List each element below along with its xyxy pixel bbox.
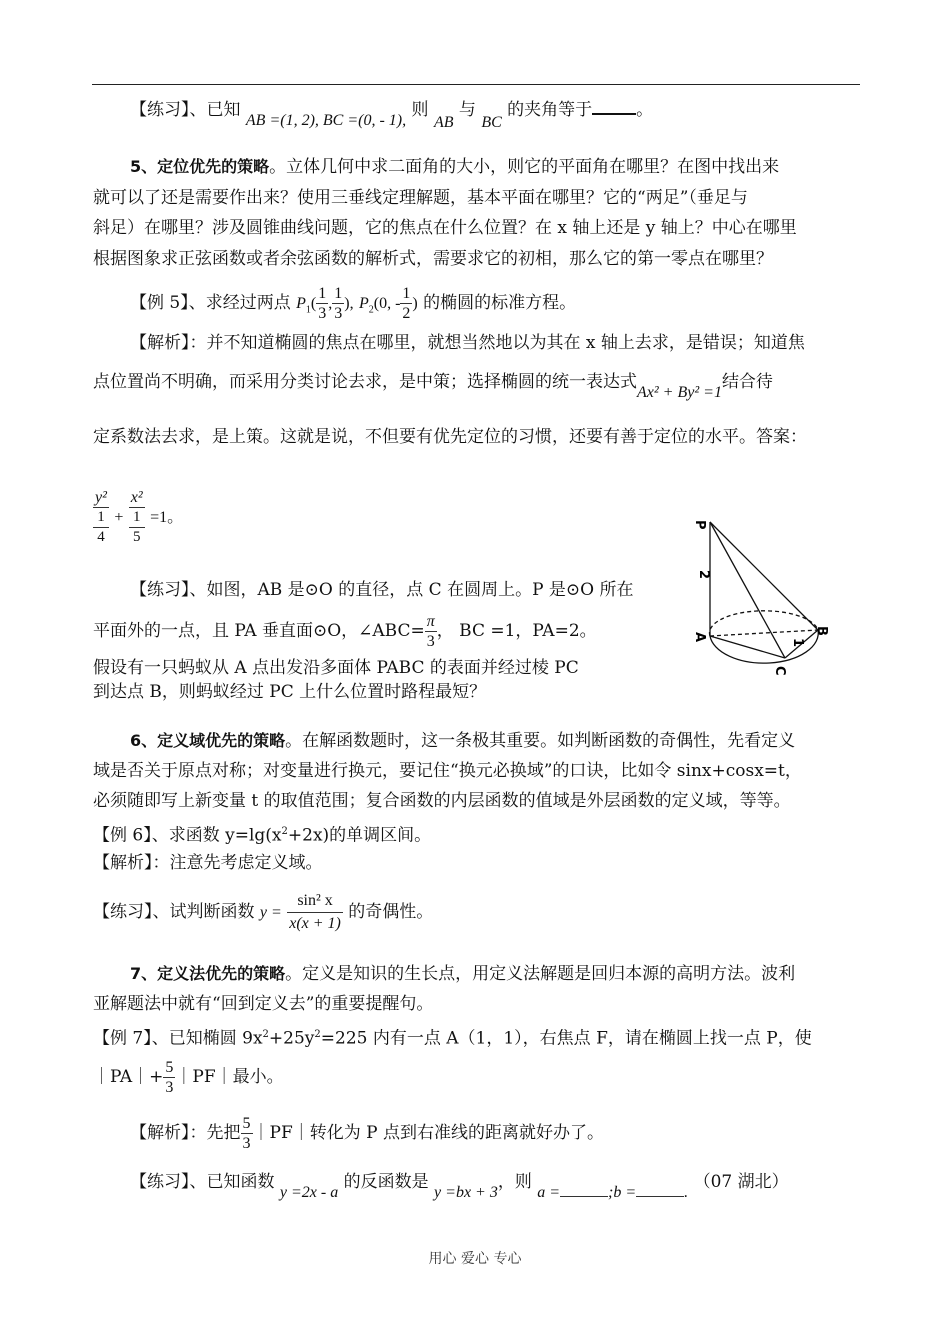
header-rule — [92, 84, 860, 85]
section-7-line-1: 7、定义法优先的策略。定义是知识的生长点，用定义法解题是回归本源的高明方法。波利 — [130, 964, 796, 984]
section-5-line-2: 就可以了还是需要作出来？使用三垂线定理解题，基本平面在哪里？它的“两足”（垂足与 — [93, 188, 748, 208]
section-6-line-3: 必须随即写上新变量 t 的取值范围；复合函数的内层函数的值域是外层函数的定义域，等等。 — [93, 791, 791, 811]
pyramid-figure — [690, 508, 840, 686]
section-7-title: 7、定义法优先的策略 — [130, 964, 286, 983]
practice-7: 【练习】、已知函数 y =2x - a 的反函数是 y =bx + 3，则 a = ;b = . （07 湖北） — [130, 1172, 789, 1201]
example-7-condition: ｜PA｜+ $\frac{5}{3}$ ｜PF｜最小。 — [93, 1059, 284, 1096]
answer-blank — [592, 99, 636, 115]
analysis-7: 【解析】：先把 $\frac{5}{3}$ ｜PF｜转化为 P 点到右准线的距离就好办了。 — [130, 1115, 604, 1152]
section-6-line-1: 6、定义域优先的策略。在解函数题时，这一条极其重要。如判断函数的奇偶性，先看定义 — [130, 731, 796, 751]
label-p: P — [692, 520, 707, 530]
label-length-1: 1 — [790, 638, 805, 648]
blank-b — [636, 1182, 684, 1197]
edge-ac — [710, 636, 785, 658]
section-5-title: 5、定位优先的策略 — [130, 157, 270, 176]
section-6-title: 6、定义域优先的策略 — [130, 731, 286, 750]
analysis-5-line-3: 定系数法去求，是上策。这就是说，不但要有优先定位的习惯，还要有善于定位的水平。答案： — [93, 427, 807, 447]
section-5-line-4: 根据图象求正弦函数或者余弦函数的解析式，需要求它的初相，那么它的第一零点在哪里？ — [93, 249, 773, 269]
example-7: 【例 7】、已知椭圆 $9x^2+25y^2=225$ 内有一点 A（1，1），右焦点 F，请在椭圆上找一点 P，使 — [93, 1028, 812, 1049]
diameter-ab — [710, 630, 818, 636]
section-7-line-2: 亚解题法中就有“回到定义去”的重要提醒句。 — [93, 994, 434, 1014]
practice-6: 【练习】、试判断函数 y = $\frac{\text{sin² x}}{x(x + 1)}$ 的奇偶性。 — [93, 892, 434, 932]
practice-5-line-2: 平面外的一点，且 PA 垂直面⊙O，∠ABC= $\frac{\pi}{3}$ ， BC =1，PA=2。 — [93, 613, 597, 650]
section-5-line-3: 斜足）在哪里？涉及圆锥曲线问题，它的焦点在什么位置？在 x 轴上还是 y 轴上？中心在哪里 — [93, 218, 797, 238]
practice-5-line-4: 到达点 B，则蚂蚁经过 PC 上什么位置时路程最短？ — [93, 682, 487, 702]
blank-a — [560, 1182, 608, 1197]
label-length-2: 2 — [696, 570, 711, 580]
practice-5-line-3: 假设有一只蚂蚁从 A 点出发沿多面体 PABC 的表面并经过棱 PC — [93, 658, 579, 678]
practice-vectors: 【练习】、已知 AB =(1, 2), BC =(0, - 1), 则 AB 与 BC 的夹角等于 。 — [130, 100, 654, 131]
analysis-6: 【解析】：注意先考虑定义域。 — [93, 853, 323, 873]
section-6-line-2: 域是否关于原点对称；对变量进行换元，要记住“换元必换域”的口诀，比如令 sinx+cosx=t， — [93, 761, 802, 781]
analysis-5-line-1: 【解析】：并不知道椭圆的焦点在哪里，就想当然地以为其在 x 轴上去求，是错误；知道焦 — [130, 333, 805, 353]
practice-5-line-1: 【练习】、如图，AB 是⊙O 的直径，点 C 在圆周上。P 是⊙O 所在 — [130, 580, 634, 600]
page-footer: 用心 爱心 专心 — [428, 1251, 522, 1267]
label-c: C — [772, 666, 787, 676]
section-5-line-1: 5、定位优先的策略。立体几何中求二面角的大小，则它的平面角在哪里？在图中找出来 — [130, 157, 780, 177]
label-a: A — [692, 632, 707, 643]
example-6: 【例 6】、求函数 $y=\lg(x^2+2x)$的单调区间。 — [93, 825, 432, 846]
answer-5: y² 1 4 + x² 1 5 =1。 — [95, 489, 184, 545]
edge-pb — [710, 522, 818, 630]
edge-pc — [710, 522, 785, 658]
label-b: B — [814, 626, 829, 636]
analysis-5-line-2: 点位置尚不明确，而采用分类讨论去求，是中策；选择椭圆的统一表达式Ax² + By² =1结合待 — [93, 372, 773, 401]
example-5: 【例 5】、求经过两点 $P_1$( $\frac{1}{3}$ , $\frac{1}{3}$ ), $P_2(0$, - $\frac{1}{2}$ ) 的椭圆的标准方程。 — [130, 285, 577, 322]
